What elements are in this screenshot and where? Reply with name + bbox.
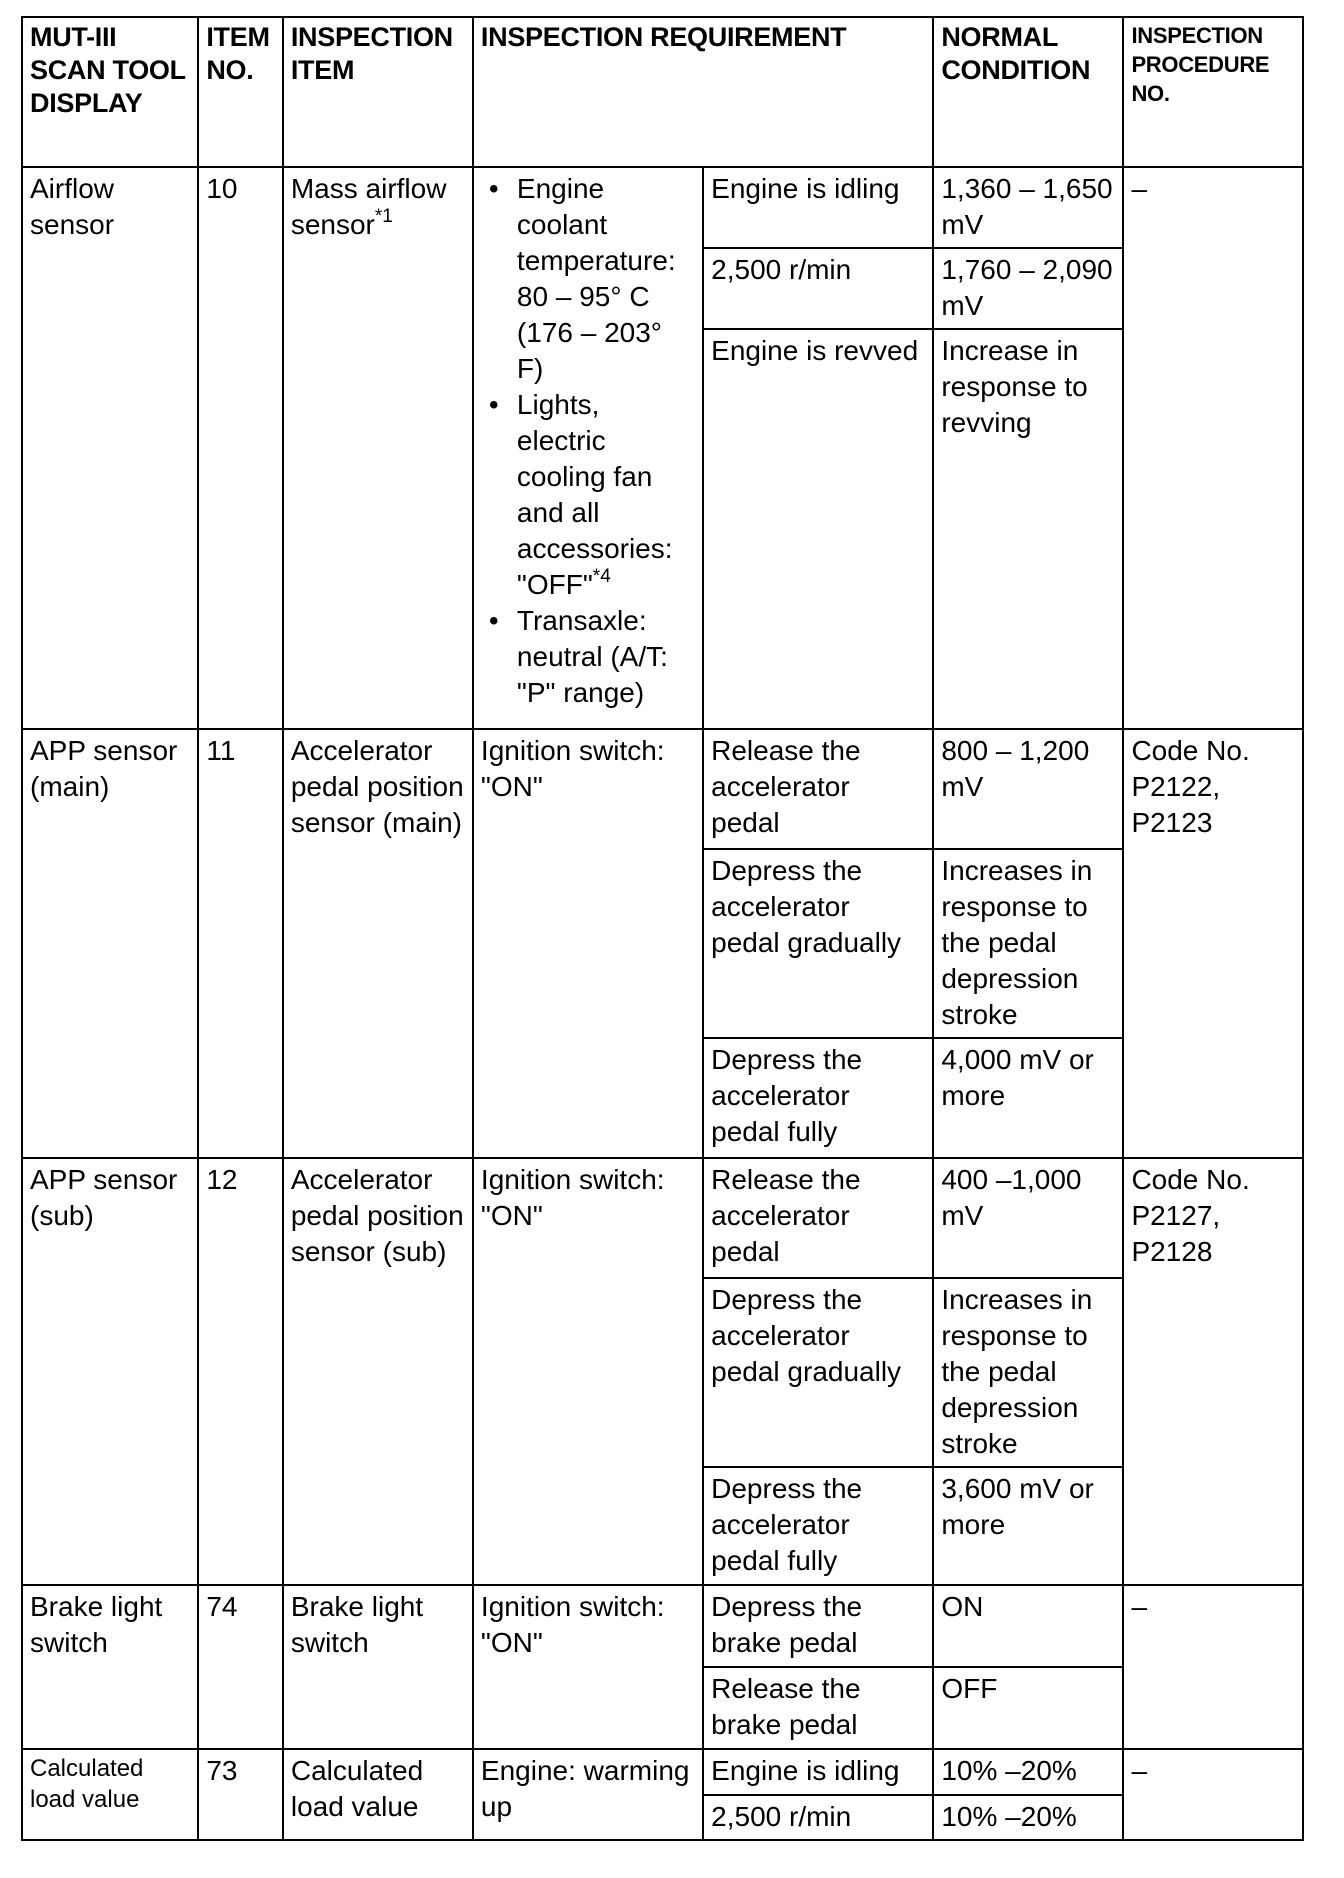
airflow-normal-2500: 1,760 – 2,090 mV	[933, 248, 1123, 329]
table-row	[22, 167, 1303, 248]
header-row	[22, 17, 1303, 167]
header-item-no: ITEM NO.	[198, 17, 282, 167]
app-sub-state-release: Release the accelerator pedal	[703, 1158, 933, 1278]
airflow-item-no: 10	[198, 167, 282, 729]
load-procedure: –	[1123, 1749, 1303, 1840]
app-sub-procedure: Code No. P2127, P2128	[1123, 1158, 1303, 1585]
airflow-requirement	[473, 167, 703, 729]
footnote-marker-4: *4	[592, 566, 611, 587]
app-sub-normal-release: 400 –1,000 mV	[933, 1158, 1123, 1278]
airflow-item-text: Mass airflow sensor	[290, 173, 447, 240]
app-sub-state-gradual: Depress the accelerator pedal gradually	[703, 1278, 933, 1467]
app-main-inspection-item: Accelerator pedal position sensor (main)	[283, 729, 473, 1158]
brake-normal-release: OFF	[933, 1667, 1123, 1749]
load-state-2500: 2,500 r/min	[703, 1795, 933, 1840]
app-sub-inspection-item: Accelerator pedal position sensor (sub)	[283, 1158, 473, 1585]
app-main-procedure: Code No. P2122, P2123	[1123, 729, 1303, 1158]
app-sub-requirement: Ignition switch: "ON"	[473, 1158, 703, 1585]
app-sub-state-fully: Depress the accelerator pedal fully	[703, 1467, 933, 1585]
airflow-procedure: –	[1123, 167, 1303, 729]
app-main-normal-fully: 4,000 mV or more	[933, 1038, 1123, 1158]
footnote-marker-1: *1	[374, 206, 393, 227]
requirement-coolant-temp: • Engine coolant temperature: 80 – 95° C (176 – 203° F)	[517, 171, 695, 387]
brake-display: Brake light switch	[22, 1585, 198, 1749]
app-sub-normal-fully: 3,600 mV or more	[933, 1467, 1123, 1585]
brake-normal-depress: ON	[933, 1585, 1123, 1667]
brake-procedure: –	[1123, 1585, 1303, 1749]
load-state-idling: Engine is idling	[703, 1749, 933, 1795]
requirement-accessories-off: • Lights, electric cooling fan and all accessories: "OFF"$^{*4}$	[517, 387, 695, 603]
brake-inspection-item: Brake light switch	[283, 1585, 473, 1749]
requirement-list	[481, 171, 695, 711]
brake-state-depress: Depress the brake pedal	[703, 1585, 933, 1667]
app-main-state-gradual: Depress the accelerator pedal gradually	[703, 849, 933, 1038]
airflow-state-revved: Engine is revved	[703, 329, 933, 729]
header-inspection-requirement: INSPECTION REQUIREMENT	[473, 17, 933, 167]
table-row	[22, 1749, 1303, 1795]
header-inspection-item: INSPECTION ITEM	[283, 17, 473, 167]
requirement-transaxle-neutral: • Transaxle: neutral (A/T: "P" range)	[517, 603, 695, 711]
load-inspection-item: Calculated load value	[283, 1749, 473, 1840]
load-item-no: 73	[198, 1749, 282, 1840]
app-main-requirement: Ignition switch: "ON"	[473, 729, 703, 1158]
header-scan-tool-display: MUT-III SCAN TOOL DISPLAY	[22, 17, 198, 167]
app-sub-normal-gradual: Increases in response to the pedal depression stroke	[933, 1278, 1123, 1467]
airflow-state-idling: Engine is idling	[703, 167, 933, 248]
header-inspection-procedure-no: INSPECTION PROCEDURE NO.	[1123, 17, 1303, 167]
table-row	[22, 1158, 1303, 1278]
airflow-normal-revved: Increase in response to revving	[933, 329, 1123, 729]
brake-state-release: Release the brake pedal	[703, 1667, 933, 1749]
table-row	[22, 1585, 1303, 1667]
airflow-display: Airflow sensor	[22, 167, 198, 729]
table-row	[22, 729, 1303, 849]
load-requirement: Engine: warming up	[473, 1749, 703, 1840]
app-main-normal-gradual: Increases in response to the pedal depression stroke	[933, 849, 1123, 1038]
app-main-state-release: Release the accelerator pedal	[703, 729, 933, 849]
airflow-state-2500: 2,500 r/min	[703, 248, 933, 329]
app-main-normal-release: 800 – 1,200 mV	[933, 729, 1123, 849]
inspection-table	[21, 16, 1304, 1841]
app-main-display: APP sensor (main)	[22, 729, 198, 1158]
load-normal-idling: 10% –20%	[933, 1749, 1123, 1795]
airflow-inspection-item	[283, 167, 473, 729]
airflow-normal-idling: 1,360 – 1,650 mV	[933, 167, 1123, 248]
brake-item-no: 74	[198, 1585, 282, 1749]
app-main-item-no: 11	[198, 729, 282, 1158]
load-display: Calculated load value	[22, 1749, 198, 1840]
app-sub-item-no: 12	[198, 1158, 282, 1585]
load-normal-2500: 10% –20%	[933, 1795, 1123, 1840]
app-sub-display: APP sensor (sub)	[22, 1158, 198, 1585]
document-page	[21, 16, 1304, 1841]
app-main-state-fully: Depress the accelerator pedal fully	[703, 1038, 933, 1158]
brake-requirement: Ignition switch: "ON"	[473, 1585, 703, 1749]
header-normal-condition: NORMAL CONDITION	[933, 17, 1123, 167]
